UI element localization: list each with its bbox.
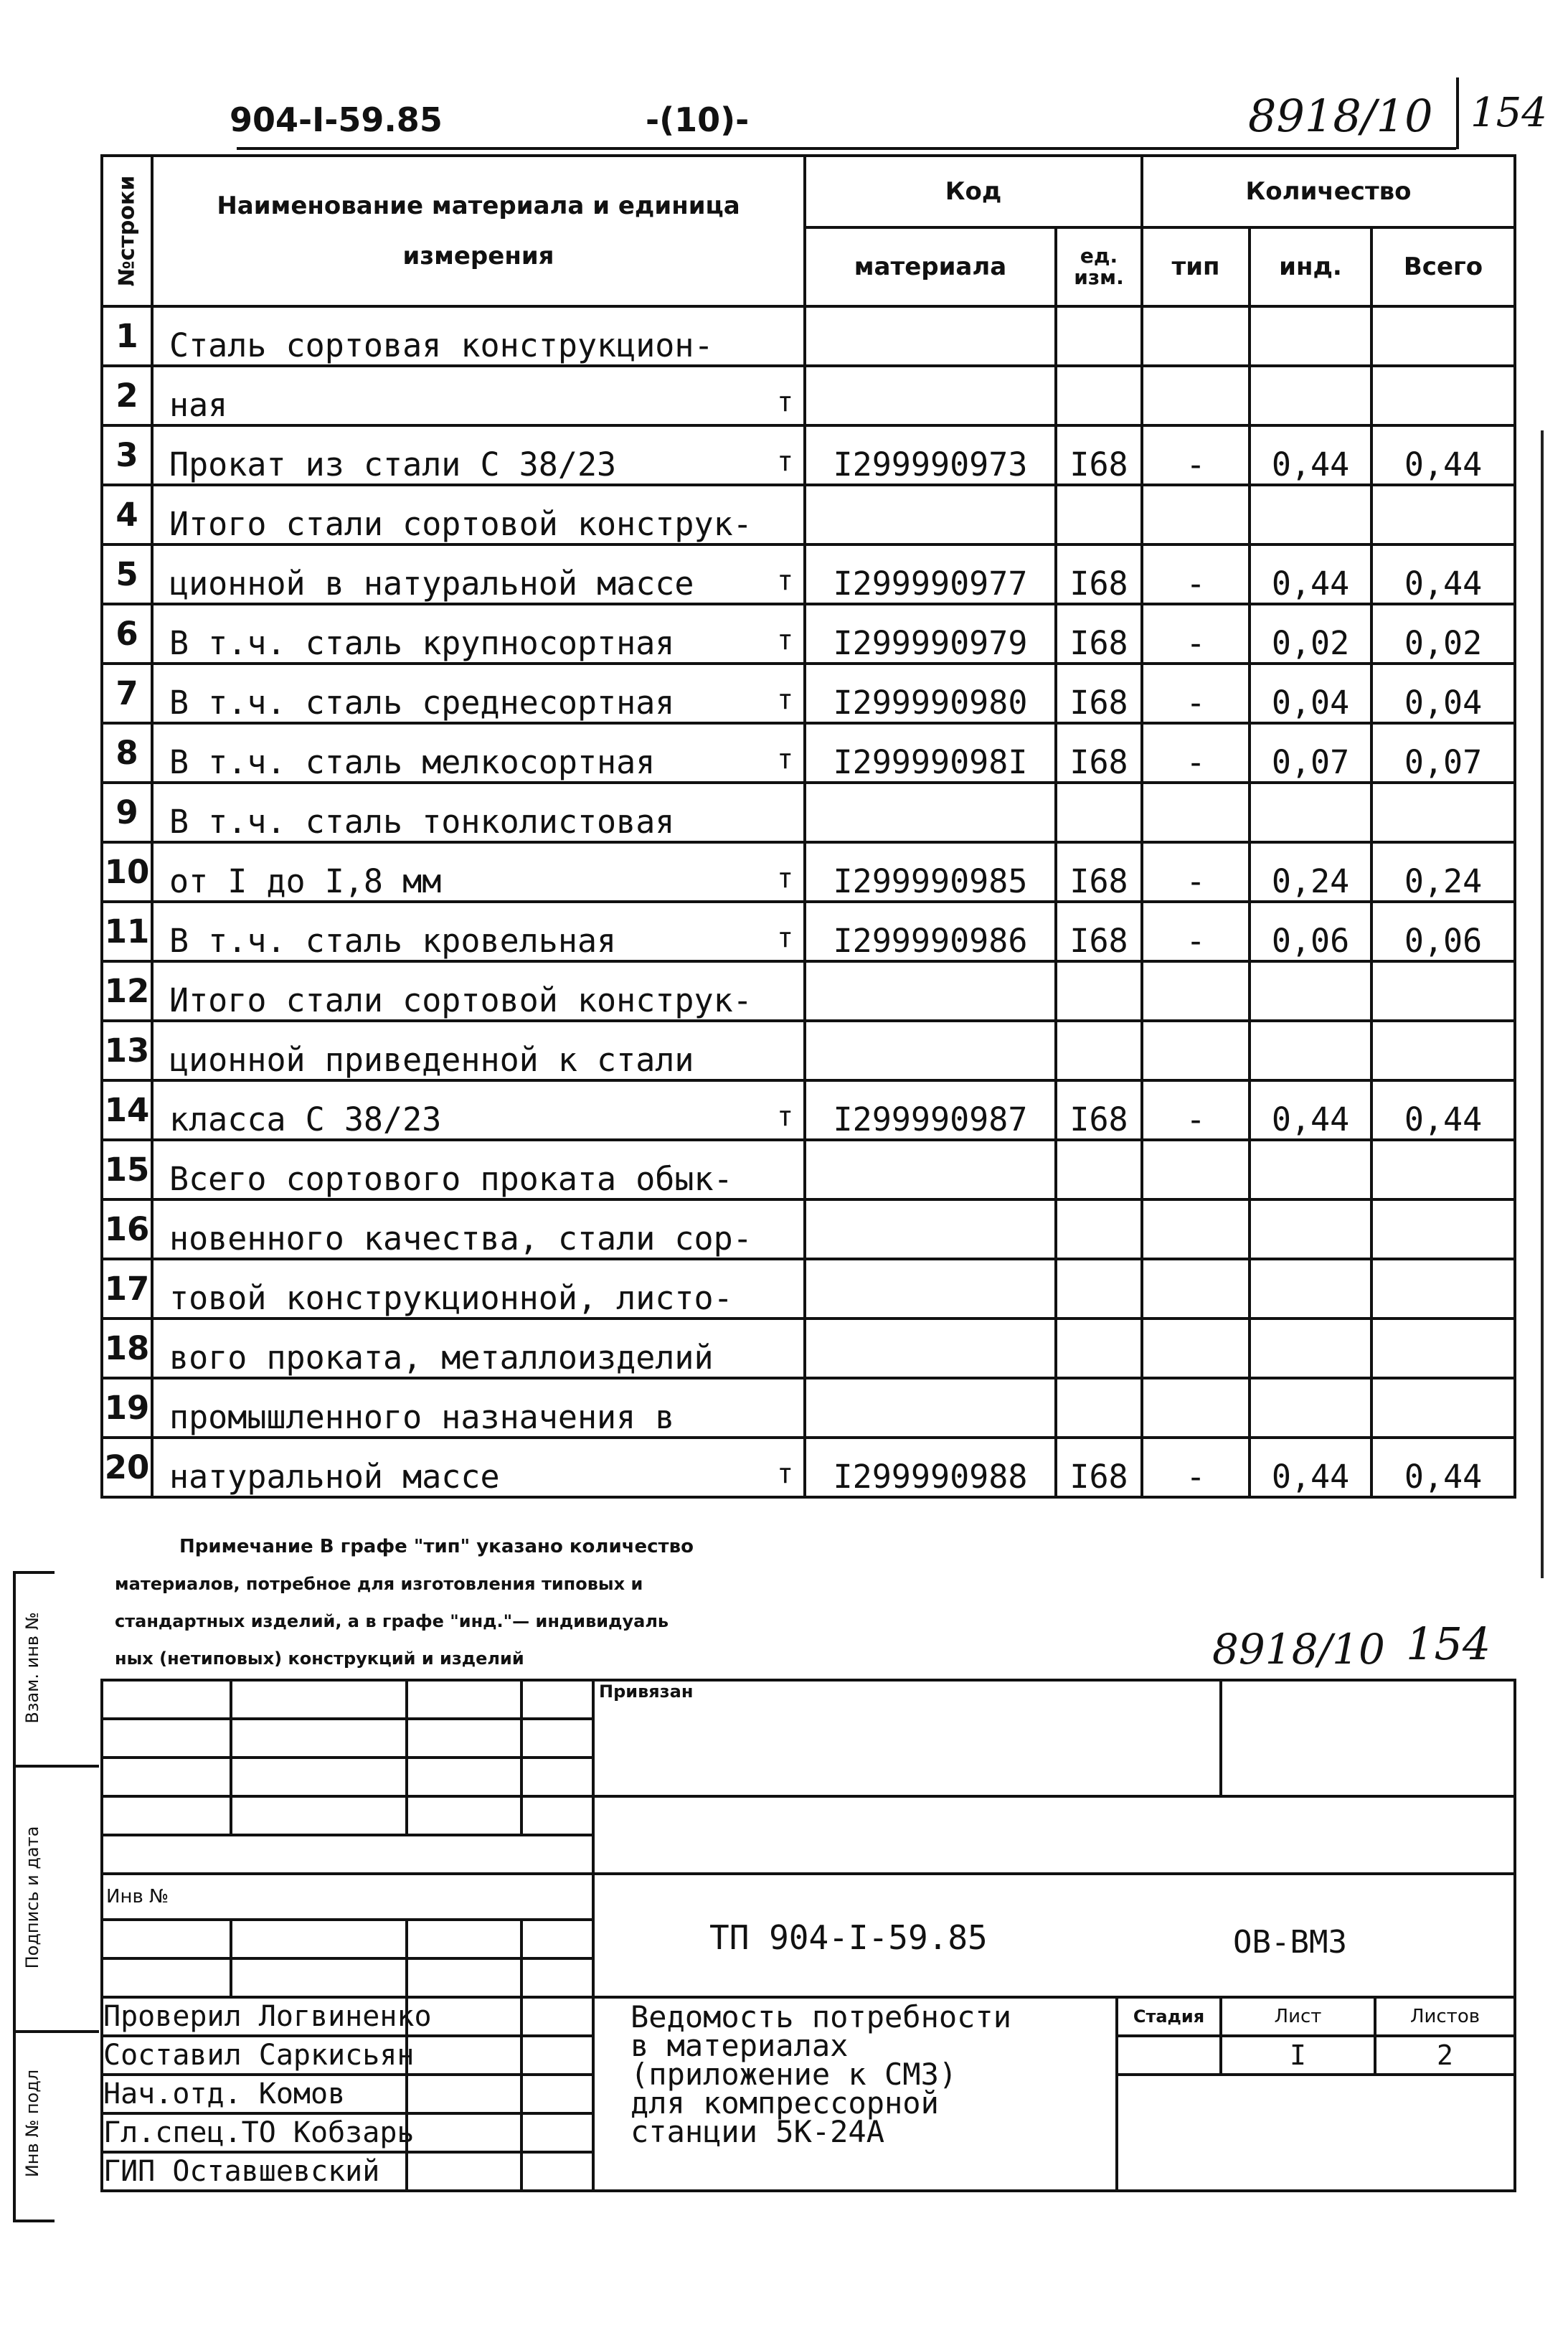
tb-cell xyxy=(521,2152,593,2191)
qty-typ xyxy=(1142,1378,1250,1438)
sheet-number: 154 xyxy=(1470,90,1547,136)
qty-total: 0,06 xyxy=(1371,902,1515,961)
unit-code xyxy=(1056,1259,1142,1319)
tb-cell xyxy=(407,2113,521,2152)
qty-ind xyxy=(1250,783,1371,842)
material-name-cell xyxy=(152,1199,805,1259)
table-row xyxy=(102,664,1515,723)
tb-cell xyxy=(521,1758,593,1796)
signer-role-cell: Проверил Логвиненко xyxy=(102,1997,407,2036)
row-number: 9 xyxy=(102,783,152,842)
tb-cell xyxy=(521,2075,593,2113)
qty-ind: 0,44 xyxy=(1250,1080,1371,1140)
row-number: 14 xyxy=(102,1080,152,1140)
qty-typ xyxy=(1142,1140,1250,1199)
material-name-cell xyxy=(152,544,805,604)
table-row xyxy=(102,366,1515,425)
table-row xyxy=(102,544,1515,604)
row-number: 8 xyxy=(102,723,152,783)
doc-designation: ТП 904-I-59.85 xyxy=(709,1918,988,1957)
material-name: В т.ч. сталь мелкосортная xyxy=(169,743,656,781)
unit-code xyxy=(1056,1319,1142,1378)
qty-total: 0,04 xyxy=(1371,664,1515,723)
tb-cell xyxy=(521,2113,593,2152)
material-code xyxy=(805,1378,1056,1438)
table-row xyxy=(102,485,1515,544)
material-name: В т.ч. сталь тонколистовая xyxy=(169,803,675,841)
material-name-cell xyxy=(152,366,805,425)
tb-cell xyxy=(231,1920,407,1958)
row-number: 1 xyxy=(102,306,152,366)
qty-total: 0,02 xyxy=(1371,604,1515,664)
row-number: 4 xyxy=(102,485,152,544)
material-code xyxy=(805,1319,1056,1378)
tb-cell xyxy=(1117,2075,1515,2191)
row-number: 20 xyxy=(102,1438,152,1497)
stage-label: Стадия xyxy=(1117,1997,1221,2036)
material-name-cell xyxy=(152,1021,805,1080)
doc-title-line: в материалах xyxy=(630,2028,849,2063)
sheets-value: 2 xyxy=(1375,2036,1515,2075)
material-name: Прокат из стали С 38/23 xyxy=(169,445,617,484)
tb-cell xyxy=(521,1958,593,1997)
qty-total xyxy=(1371,306,1515,366)
qty-typ xyxy=(1142,961,1250,1021)
row-number: 11 xyxy=(102,902,152,961)
material-name-cell xyxy=(152,1319,805,1378)
material-name: ная xyxy=(169,386,228,424)
qty-typ xyxy=(1142,1319,1250,1378)
tb-cell xyxy=(102,1958,231,1997)
row-number: 12 xyxy=(102,961,152,1021)
side-label-vzam: Взам. инв № xyxy=(22,1612,42,1724)
qty-total xyxy=(1371,1319,1515,1378)
tb-cell xyxy=(521,2036,593,2075)
material-code: I299990988 xyxy=(805,1438,1056,1497)
unit-code: I68 xyxy=(1056,842,1142,902)
tb-cell xyxy=(231,1796,407,1835)
tb-cell xyxy=(102,1719,231,1758)
row-number: 3 xyxy=(102,425,152,485)
row-number: 13 xyxy=(102,1021,152,1080)
qty-typ xyxy=(1142,1021,1250,1080)
header-code-group: Код xyxy=(805,156,1142,227)
material-name: Сталь сортовая конструкцион- xyxy=(169,326,714,364)
doc-code-right: 8918/10 xyxy=(1248,90,1433,142)
tb-cell xyxy=(231,1680,407,1719)
qty-typ: - xyxy=(1142,1438,1250,1497)
tb-cell xyxy=(102,1758,231,1796)
qty-ind: 0,04 xyxy=(1250,664,1371,723)
tb-cell xyxy=(521,1920,593,1958)
tb-cell xyxy=(521,1997,593,2036)
material-code xyxy=(805,1259,1056,1319)
unit-mark: т xyxy=(777,624,793,656)
doc-title-line: (приложение к СМЗ) xyxy=(630,2057,958,2092)
tb-cell xyxy=(521,1796,593,1835)
table-row xyxy=(102,1140,1515,1199)
qty-typ xyxy=(1142,1199,1250,1259)
qty-total: 0,24 xyxy=(1371,842,1515,902)
row-number: 19 xyxy=(102,1378,152,1438)
material-name: от I до I,8 мм xyxy=(169,862,442,900)
unit-mark: т xyxy=(777,1100,793,1132)
qty-typ: - xyxy=(1142,664,1250,723)
material-name-cell xyxy=(152,604,805,664)
doc-code: ОВ-ВМЗ xyxy=(1233,1924,1347,1961)
signer-role-cell: Составил Саркисьян xyxy=(102,2036,407,2075)
qty-total xyxy=(1371,961,1515,1021)
header-typ: тип xyxy=(1142,227,1250,306)
table-row xyxy=(102,783,1515,842)
doc-title-line: Ведомость потребности xyxy=(630,1999,1012,2034)
qty-total xyxy=(1371,366,1515,425)
qty-typ: - xyxy=(1142,544,1250,604)
stage-value xyxy=(1117,2036,1221,2075)
qty-ind xyxy=(1250,1378,1371,1438)
material-name: натуральной массе xyxy=(169,1458,500,1496)
material-code: I299990979 xyxy=(805,604,1056,664)
table-row xyxy=(102,306,1515,366)
table-row xyxy=(102,1319,1515,1378)
unit-code xyxy=(1056,1140,1142,1199)
tb-cell xyxy=(407,1680,521,1719)
sheet-label: Лист xyxy=(1221,1997,1375,2036)
unit-mark: т xyxy=(777,445,793,477)
material-name-cell xyxy=(152,723,805,783)
row-number: 15 xyxy=(102,1140,152,1199)
qty-typ: - xyxy=(1142,604,1250,664)
header-ind: инд. xyxy=(1250,227,1371,306)
material-code xyxy=(805,306,1056,366)
side-label-podpis: Подпись и дата xyxy=(22,1826,42,1969)
unit-code xyxy=(1056,961,1142,1021)
qty-typ: - xyxy=(1142,842,1250,902)
header-rule xyxy=(237,147,1456,150)
unit-code: I68 xyxy=(1056,664,1142,723)
tb-cell xyxy=(407,1758,521,1796)
material-code: I299990987 xyxy=(805,1080,1056,1140)
tb-cell xyxy=(407,1958,521,1997)
unit-code xyxy=(1056,1199,1142,1259)
unit-code: I68 xyxy=(1056,723,1142,783)
unit-code xyxy=(1056,783,1142,842)
unit-code: I68 xyxy=(1056,544,1142,604)
qty-total xyxy=(1371,1199,1515,1259)
qty-total xyxy=(1371,485,1515,544)
material-name-cell xyxy=(152,783,805,842)
doc-title-line: для компрессорной xyxy=(630,2085,939,2121)
note-line: стандартных изделий, а в графе "инд."— индивидуаль xyxy=(115,1611,669,1631)
row-number: 18 xyxy=(102,1319,152,1378)
inv-no-label: Инв № xyxy=(106,1886,169,1907)
material-code xyxy=(805,1199,1056,1259)
qty-total: 0,44 xyxy=(1371,1080,1515,1140)
tb-cell xyxy=(231,1719,407,1758)
tb-cell xyxy=(102,1796,231,1835)
qty-typ: - xyxy=(1142,1080,1250,1140)
table-row xyxy=(102,961,1515,1021)
unit-mark: т xyxy=(777,743,793,775)
table-row xyxy=(102,1378,1515,1438)
unit-mark: т xyxy=(777,684,793,715)
row-number: 7 xyxy=(102,664,152,723)
table-row xyxy=(102,1021,1515,1080)
unit-mark: т xyxy=(777,862,793,894)
inv-no-cell xyxy=(102,1874,593,1920)
unit-code: I68 xyxy=(1056,1080,1142,1140)
handwritten-ref-sheet: 154 xyxy=(1406,1618,1491,1670)
material-code: I299990977 xyxy=(805,544,1056,604)
qty-total xyxy=(1371,1259,1515,1319)
material-name: Всего сортового проката обык- xyxy=(169,1160,733,1198)
tb-cell xyxy=(407,1796,521,1835)
material-name-cell xyxy=(152,961,805,1021)
material-name: В т.ч. сталь крупносортная xyxy=(169,624,675,662)
table-row xyxy=(102,1259,1515,1319)
qty-total xyxy=(1371,1140,1515,1199)
material-name-cell xyxy=(152,425,805,485)
doc-title-cell xyxy=(593,1997,1117,2191)
qty-ind: 0,02 xyxy=(1250,604,1371,664)
row-number: 17 xyxy=(102,1259,152,1319)
material-name: промышленного назначения в xyxy=(169,1398,675,1436)
material-name: товой конструкционной, листо- xyxy=(169,1279,733,1317)
doc-title-line: станции 5К-24А xyxy=(630,2114,885,2149)
material-code: I29999098I xyxy=(805,723,1056,783)
row-number: 10 xyxy=(102,842,152,902)
side-divider xyxy=(13,2030,99,2033)
qty-ind: 0,06 xyxy=(1250,902,1371,961)
row-number: 6 xyxy=(102,604,152,664)
unit-code: I68 xyxy=(1056,1438,1142,1497)
qty-ind: 0,24 xyxy=(1250,842,1371,902)
material-name: класса С 38/23 xyxy=(169,1100,442,1138)
note-line: Примечание В графе "тип" указано количество xyxy=(179,1536,694,1557)
qty-ind xyxy=(1250,1140,1371,1199)
qty-typ xyxy=(1142,485,1250,544)
unit-code xyxy=(1056,306,1142,366)
material-name: Итого стали сортовой конструк- xyxy=(169,505,752,543)
privyazan-cell xyxy=(593,1680,1221,1796)
material-name-cell xyxy=(152,1080,805,1140)
side-label-inv-podl: Инв № подл xyxy=(22,2069,42,2178)
material-code: I299990985 xyxy=(805,842,1056,902)
material-name-cell xyxy=(152,306,805,366)
handwritten-ref-code: 8918/10 xyxy=(1212,1625,1385,1674)
unit-mark: т xyxy=(777,386,793,418)
qty-total: 0,44 xyxy=(1371,1438,1515,1497)
material-name: ционной в натуральной массе xyxy=(169,565,694,603)
material-code xyxy=(805,961,1056,1021)
material-name-cell xyxy=(152,664,805,723)
tb-cell xyxy=(231,1958,407,1997)
qty-typ: - xyxy=(1142,425,1250,485)
unit-mark: т xyxy=(777,1458,793,1489)
tb-cell xyxy=(102,1835,593,1874)
table-row xyxy=(102,1199,1515,1259)
signer-role-cell: Гл.спец.ТО Кобзарь xyxy=(102,2113,407,2152)
material-code xyxy=(805,1140,1056,1199)
tb-cell xyxy=(1221,1680,1515,1796)
qty-ind: 0,07 xyxy=(1250,723,1371,783)
material-code: I299990980 xyxy=(805,664,1056,723)
material-name: В т.ч. сталь кровельная xyxy=(169,922,617,960)
row-number: 2 xyxy=(102,366,152,425)
material-code: I299990973 xyxy=(805,425,1056,485)
tb-cell xyxy=(407,1920,521,1958)
material-name-cell xyxy=(152,1438,805,1497)
signer-role-cell: ГИП Оставшевский xyxy=(102,2152,407,2191)
material-code xyxy=(805,366,1056,425)
qty-typ xyxy=(1142,783,1250,842)
material-code xyxy=(805,1021,1056,1080)
qty-total: 0,44 xyxy=(1371,544,1515,604)
qty-ind xyxy=(1250,366,1371,425)
header-row-number: №строки xyxy=(102,156,152,306)
material-name-cell xyxy=(152,842,805,902)
table-row xyxy=(102,842,1515,902)
note-block xyxy=(115,1528,932,1677)
material-name: вого проката, металлоизделий xyxy=(169,1339,714,1377)
qty-total: 0,07 xyxy=(1371,723,1515,783)
table-row xyxy=(102,902,1515,961)
tb-cell xyxy=(407,2036,521,2075)
side-divider xyxy=(13,1765,99,1768)
unit-code: I68 xyxy=(1056,604,1142,664)
material-name-cell xyxy=(152,1378,805,1438)
unit-code xyxy=(1056,1378,1142,1438)
designation-cell xyxy=(593,1874,1515,1997)
header-total: Всего xyxy=(1371,227,1515,306)
scan-edge-line xyxy=(1541,430,1544,1578)
qty-total xyxy=(1371,1021,1515,1080)
privyazan-label: Привязан xyxy=(599,1682,694,1702)
table-row xyxy=(102,723,1515,783)
material-name-cell xyxy=(152,485,805,544)
tb-cell xyxy=(407,2152,521,2191)
unit-mark: т xyxy=(777,565,793,596)
qty-ind: 0,44 xyxy=(1250,425,1371,485)
qty-ind xyxy=(1250,306,1371,366)
note-line: ных (нетиповых) конструкций и изделий xyxy=(115,1649,524,1669)
row-number: 16 xyxy=(102,1199,152,1259)
unit-code xyxy=(1056,1021,1142,1080)
qty-typ xyxy=(1142,1259,1250,1319)
material-code: I299990986 xyxy=(805,902,1056,961)
qty-typ: - xyxy=(1142,723,1250,783)
material-name-cell xyxy=(152,1259,805,1319)
unit-code xyxy=(1056,366,1142,425)
tb-cell xyxy=(102,1920,231,1958)
tb-cell xyxy=(231,1758,407,1796)
tb-cell xyxy=(521,1680,593,1719)
material-name: Итого стали сортовой конструк- xyxy=(169,981,752,1019)
table-row xyxy=(102,1438,1515,1497)
qty-ind xyxy=(1250,961,1371,1021)
header-unit: ед. изм. xyxy=(1056,227,1142,306)
unit-code xyxy=(1056,485,1142,544)
qty-total xyxy=(1371,783,1515,842)
header-material-name: Наименование материала и единица измерения xyxy=(152,156,805,306)
material-code xyxy=(805,783,1056,842)
title-block xyxy=(100,1679,1516,2192)
qty-ind xyxy=(1250,1199,1371,1259)
sheet-value: I xyxy=(1221,2036,1375,2075)
qty-total xyxy=(1371,1378,1515,1438)
doc-code-left: 904-I-59.85 xyxy=(230,100,443,139)
tb-cell xyxy=(102,1680,231,1719)
qty-ind xyxy=(1250,1259,1371,1319)
unit-mark: т xyxy=(777,922,793,953)
qty-typ xyxy=(1142,306,1250,366)
material-name: новенного качества, стали сор- xyxy=(169,1220,752,1258)
unit-code: I68 xyxy=(1056,425,1142,485)
materials-table xyxy=(100,154,1516,1499)
unit-code: I68 xyxy=(1056,902,1142,961)
material-name-cell xyxy=(152,1140,805,1199)
row-number: 5 xyxy=(102,544,152,604)
qty-ind xyxy=(1250,1021,1371,1080)
table-row xyxy=(102,1080,1515,1140)
tb-cell xyxy=(407,1719,521,1758)
qty-typ xyxy=(1142,366,1250,425)
tb-cell xyxy=(407,2075,521,2113)
sheets-label: Листов xyxy=(1375,1997,1515,2036)
material-name-cell xyxy=(152,902,805,961)
header-quantity-group: Количество xyxy=(1142,156,1515,227)
qty-ind: 0,44 xyxy=(1250,544,1371,604)
qty-ind: 0,44 xyxy=(1250,1438,1371,1497)
tb-cell xyxy=(593,1796,1515,1874)
table-row xyxy=(102,425,1515,485)
material-name: В т.ч. сталь среднесортная xyxy=(169,684,675,722)
qty-ind xyxy=(1250,485,1371,544)
header-material-code: материала xyxy=(805,227,1056,306)
page-mark: -(10)- xyxy=(646,100,750,139)
qty-typ: - xyxy=(1142,902,1250,961)
signer-role-cell: Нач.отд. Комов xyxy=(102,2075,407,2113)
qty-total: 0,44 xyxy=(1371,425,1515,485)
tb-cell xyxy=(521,1719,593,1758)
material-code xyxy=(805,485,1056,544)
note-line: материалов, потребное для изготовления типовых и xyxy=(115,1574,643,1594)
table-row xyxy=(102,604,1515,664)
material-name: ционной приведенной к стали xyxy=(169,1041,694,1079)
qty-ind xyxy=(1250,1319,1371,1378)
